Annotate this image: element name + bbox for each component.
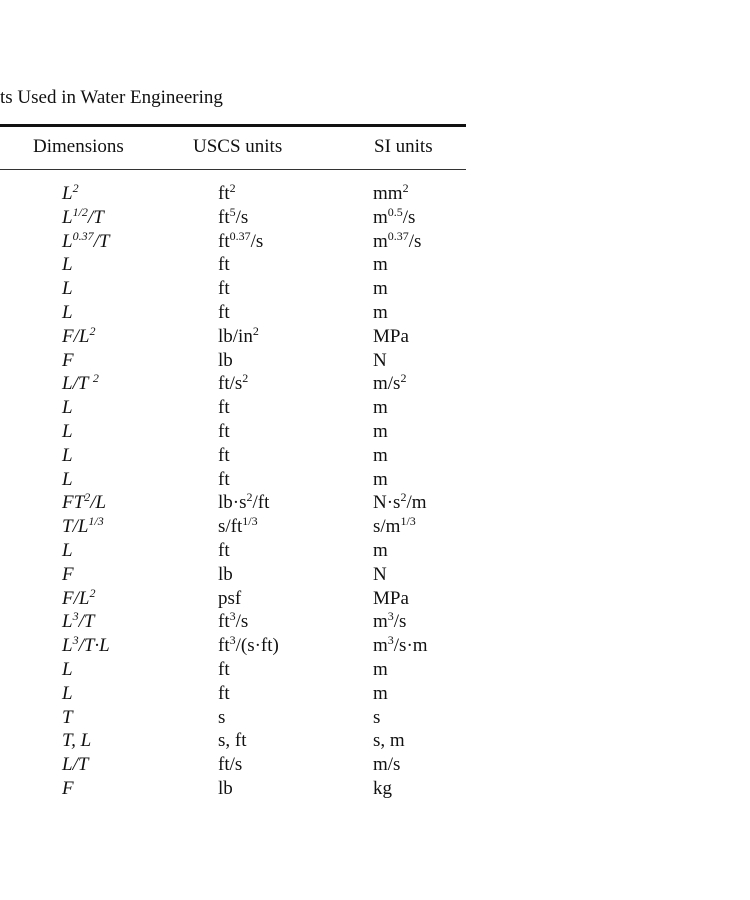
- table-row: [0, 658, 466, 682]
- table-row: [0, 539, 466, 563]
- uscs-unit-cell: $ft^5/s$: [218, 204, 249, 228]
- dimensions-cell: L: [62, 420, 73, 442]
- si-unit-cell: s: [373, 706, 381, 728]
- dimensions-cell: L: [62, 468, 73, 490]
- dimensions-cell: F: [62, 777, 74, 799]
- table-caption: ts Used in Water Engineering: [0, 87, 223, 108]
- uscs-unit-cell: ft: [218, 444, 230, 466]
- uscs-unit-cell: $lb/in^2$: [218, 323, 259, 347]
- si-unit-cell: m: [373, 682, 388, 704]
- si-unit-cell: N: [373, 563, 387, 585]
- uscs-unit-cell: ft: [218, 278, 230, 300]
- table-row: [0, 563, 466, 587]
- dimensions-cell: L: [62, 444, 73, 466]
- dimensions-cell: L/T: [62, 754, 89, 776]
- table-row: [0, 301, 466, 325]
- si-unit-cell: $m^3/s$: [373, 609, 407, 633]
- table-row: [0, 634, 466, 658]
- dimensions-cell: L/T $^2$: [62, 371, 99, 395]
- uscs-unit-cell: ft: [218, 254, 230, 276]
- header-si-units: SI units: [374, 136, 433, 157]
- si-unit-cell: MPa: [373, 325, 409, 347]
- uscs-unit-cell: ft/s: [218, 754, 243, 776]
- si-unit-cell: $N\cdot s^2/m$: [373, 490, 427, 514]
- uscs-unit-cell: s: [218, 706, 226, 728]
- dimensions-cell: $L^2$: [62, 181, 79, 204]
- table-row: [0, 182, 466, 206]
- dimensions-cell: L: [62, 278, 73, 300]
- si-unit-cell: MPa: [373, 587, 409, 609]
- uscs-unit-cell: ft: [218, 301, 230, 323]
- dimensions-cell: $F/L^2$: [62, 585, 96, 609]
- dimensions-cell: F: [62, 349, 74, 371]
- dimensions-cell: F: [62, 563, 74, 585]
- si-unit-cell: m: [373, 539, 388, 561]
- si-unit-cell: m: [373, 420, 388, 442]
- si-unit-cell: m: [373, 658, 388, 680]
- si-unit-cell: $m^{0.37}/s$: [373, 228, 422, 252]
- uscs-unit-cell: ft: [218, 658, 230, 680]
- dimensions-cell: $FT^2/L$: [62, 490, 107, 514]
- si-unit-cell: m: [373, 278, 388, 300]
- table-row: [0, 253, 466, 277]
- uscs-unit-cell: psf: [218, 587, 242, 609]
- si-unit-cell: N: [373, 349, 387, 371]
- uscs-unit-cell: ft: [218, 539, 230, 561]
- si-unit-cell: kg: [373, 777, 392, 799]
- dimensions-cell: $L^3/T\cdot L$: [62, 633, 110, 657]
- uscs-unit-cell: $ft^3/s$: [218, 609, 249, 633]
- dimensions-cell: $L^{1/2}/T$: [62, 204, 104, 228]
- uscs-unit-cell: lb: [218, 777, 233, 799]
- table-row: [0, 206, 466, 230]
- uscs-unit-cell: ft: [218, 420, 230, 442]
- uscs-unit-cell: ft: [218, 468, 230, 490]
- table-row: [0, 682, 466, 706]
- table-row: [0, 444, 466, 468]
- header-rule: [0, 169, 466, 170]
- dimensions-cell: L: [62, 397, 73, 419]
- table-row: [0, 468, 466, 492]
- table-row: [0, 515, 466, 539]
- uscs-unit-cell: $ft^{0.37}/s$: [218, 228, 264, 252]
- dimensions-cell: L: [62, 658, 73, 680]
- si-unit-cell: m: [373, 397, 388, 419]
- si-unit-cell: m: [373, 301, 388, 323]
- si-unit-cell: m: [373, 254, 388, 276]
- si-unit-cell: $m/s^2$: [373, 371, 407, 395]
- uscs-unit-cell: $s/ft^{1/3}$: [218, 514, 258, 538]
- uscs-unit-cell: $ft^3/(s\cdot ft)$: [218, 633, 279, 657]
- dimensions-cell: L: [62, 254, 73, 276]
- units-table-body: [0, 182, 466, 801]
- top-rule: [0, 124, 466, 127]
- uscs-unit-cell: ft: [218, 397, 230, 419]
- table-row: [0, 230, 466, 254]
- si-unit-cell: $m^{0.5}/s$: [373, 204, 416, 228]
- table-row: [0, 777, 466, 801]
- dimensions-cell: $T/L^{1/3}$: [62, 514, 104, 538]
- table-row: [0, 587, 466, 611]
- dimensions-cell: $L^{0.37}/T$: [62, 228, 110, 252]
- dimensions-cell: L: [62, 682, 73, 704]
- uscs-unit-cell: $ft/s^2$: [218, 371, 249, 395]
- table-row: [0, 610, 466, 634]
- table-row: [0, 349, 466, 373]
- table-row: [0, 277, 466, 301]
- dimensions-cell: $L^3/T$: [62, 609, 95, 633]
- table-row: [0, 420, 466, 444]
- dimensions-cell: L: [62, 539, 73, 561]
- si-unit-cell: $s/m^{1/3}$: [373, 514, 416, 538]
- uscs-unit-cell: ft: [218, 682, 230, 704]
- table-row: [0, 325, 466, 349]
- si-unit-cell: s, m: [373, 730, 405, 752]
- uscs-unit-cell: lb: [218, 563, 233, 585]
- si-unit-cell: m: [373, 468, 388, 490]
- table-row: [0, 753, 466, 777]
- table-row: [0, 706, 466, 730]
- uscs-unit-cell: lb: [218, 349, 233, 371]
- table-row: [0, 729, 466, 753]
- dimensions-cell: T: [62, 706, 73, 728]
- table-row: [0, 396, 466, 420]
- si-unit-cell: m: [373, 444, 388, 466]
- uscs-unit-cell: $lb\cdot s^2/ft$: [218, 490, 270, 514]
- uscs-unit-cell: s, ft: [218, 730, 247, 752]
- si-unit-cell: m/s: [373, 754, 401, 776]
- dimensions-cell: $F/L^2$: [62, 323, 96, 347]
- table-row: [0, 491, 466, 515]
- header-uscs-units: USCS units: [193, 136, 283, 157]
- dimensions-cell: L: [62, 301, 73, 323]
- si-unit-cell: $m^3/s\cdot m$: [373, 633, 428, 657]
- si-unit-cell: $mm^2$: [373, 181, 409, 204]
- dimensions-cell: T, L: [62, 730, 92, 752]
- table-row: [0, 372, 466, 396]
- uscs-unit-cell: $ft^2$: [218, 181, 236, 204]
- header-dimensions: Dimensions: [33, 136, 124, 157]
